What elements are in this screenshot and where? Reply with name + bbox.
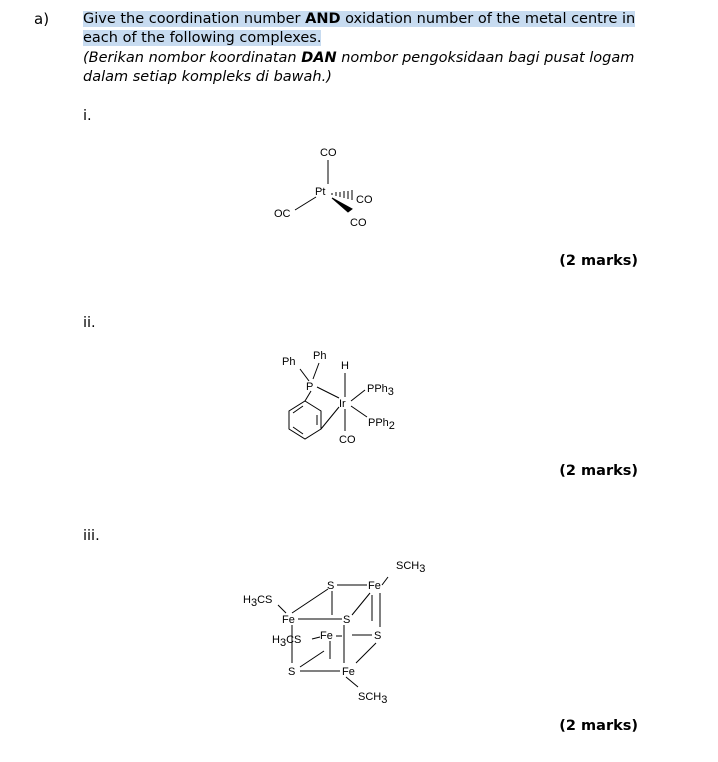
ir-benzene-ring <box>289 391 339 439</box>
structure-pt-complex <box>260 140 420 240</box>
cluster-s-top: S <box>327 580 335 592</box>
stem-english <box>83 10 643 48</box>
stem-en-part2: oxidation number of the metal centre in each of the following complexes. <box>83 11 636 46</box>
ir-p: P <box>306 381 314 393</box>
ir-pph2: PPh2 <box>368 417 395 432</box>
ir-pph3: PPh3 <box>367 383 394 398</box>
cluster-sch3-top: SCH3 <box>396 560 426 575</box>
question-label: a) <box>34 10 50 28</box>
pt-ligand-co-top: CO <box>320 147 337 159</box>
ir-ph-top: Ph <box>313 350 327 362</box>
cluster-sch3-bottom: SCH3 <box>358 691 388 706</box>
stem-ms-part1: (Berikan nombor koordinatan <box>83 50 302 66</box>
cluster-fe-left: Fe <box>282 614 295 626</box>
pt-metal: Pt <box>315 186 326 198</box>
stem-malay <box>83 49 643 87</box>
cluster-h3cs-mid: H3CS <box>272 634 302 649</box>
ir-h: H <box>341 360 349 372</box>
item-label-i: i. <box>83 108 92 124</box>
marks-iii: (2 marks) <box>559 718 638 734</box>
ir-co: CO <box>339 434 356 446</box>
stem-ms-bold: DAN <box>301 50 337 66</box>
stem-en-part1: Give the coordination number <box>83 11 306 27</box>
item-label-iii: iii. <box>83 528 100 544</box>
ir-ph-left: Ph <box>282 356 296 368</box>
structure-fe4s4-cluster <box>240 555 430 705</box>
ir-metal: Ir <box>339 398 346 410</box>
stem-en-bold: AND <box>305 11 341 27</box>
cluster-fe-bottom: Fe <box>342 666 355 678</box>
cluster-fe-top-right: Fe <box>368 580 381 592</box>
cluster-s-right: S <box>374 630 382 642</box>
pt-hashed-wedge <box>332 190 352 200</box>
structure-ir-complex <box>265 345 425 455</box>
cluster-s-center: S <box>343 614 351 626</box>
marks-ii: (2 marks) <box>559 463 638 479</box>
pt-solid-wedge <box>332 198 352 212</box>
pt-ligand-co-right: CO <box>356 194 373 206</box>
cluster-fe-center: Fe <box>320 630 333 642</box>
cluster-s-bottom: S <box>288 666 296 678</box>
cluster-h3cs-left: H3CS <box>243 594 273 609</box>
pt-ligand-co-bottom: CO <box>350 217 367 229</box>
question-stem <box>83 10 643 87</box>
item-label-ii: ii. <box>83 315 96 331</box>
pt-ligand-oc-left: OC <box>274 208 291 220</box>
marks-i: (2 marks) <box>559 253 638 269</box>
stem-ms-part2: nombor pengoksidaan bagi pusat logam dalam setiap kompleks di bawah.) <box>83 50 635 85</box>
